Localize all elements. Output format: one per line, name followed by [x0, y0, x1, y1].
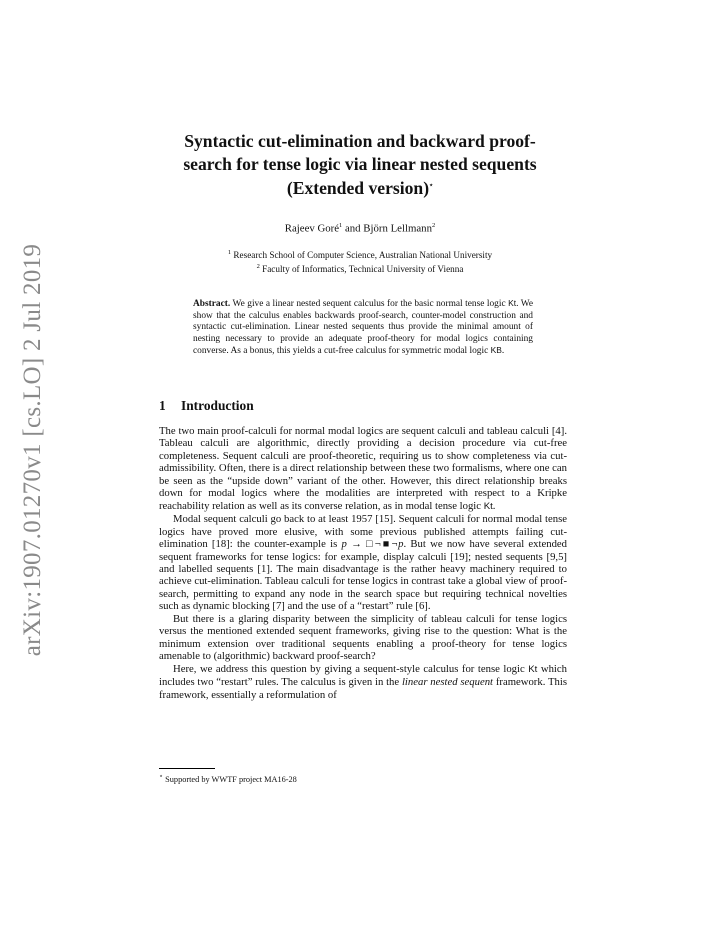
- footnote-mark: ⋆: [159, 773, 164, 780]
- abstract-text-1: We give a linear nested sequent calculus for the basic normal tense logic: [230, 299, 509, 309]
- title-text: Syntactic cut-elimination and backward proof-search for tense logic via linear nested sequents (Extended version): [183, 131, 537, 198]
- abstract-label: Abstract.: [193, 299, 231, 309]
- abstract: [193, 298, 533, 358]
- affiliations: [160, 247, 560, 275]
- section-heading: [159, 398, 254, 414]
- footnote-text: Supported by WWTF project MA16-28: [165, 774, 297, 784]
- affiliation-1-text: Research School of Computer Science, Australian National University: [233, 250, 493, 261]
- counter-example-formula: p → □¬■¬p: [341, 538, 404, 551]
- paragraph-4-text-cont: which includes two “restart” rules. The calculus is given in the: [159, 662, 567, 689]
- abstract-logic-kt: Kt: [508, 298, 517, 308]
- abstract-logic-kb: KB: [490, 345, 502, 355]
- author-conjunction: and: [342, 222, 364, 235]
- paragraph-1-logic-kt: Kt: [483, 500, 493, 512]
- arxiv-id-text: arXiv:1907.01270v1 [cs.LO] 2 Jul 2019: [19, 243, 47, 657]
- footnote: [159, 772, 297, 784]
- body-text: [159, 425, 567, 701]
- paragraph-4-logic-kt: Kt: [528, 663, 538, 675]
- paragraph-1: [159, 425, 567, 513]
- paragraph-4-emphasis: linear nested sequent: [401, 676, 494, 689]
- author-line: [160, 222, 560, 235]
- paragraph-2-text-cont: . But we now have several extended sequent frameworks for tense logics: for example, display calculi [19]; nested sequents [9,5] and labelled sequents [1]. The main disadvantage is the rather heavy machinery required to achieve cut-elimination. Tableau calculi for tense logics in contrast take a global view of proof-search, permitting to expand any node in the search space but requiring technical novelties such as dynamic blocking [7] and the use of a “restart” rule [6].: [159, 538, 568, 613]
- paragraph-1-text: The two main proof-calculi for normal modal logics are sequent calculi and tableau calculi [4]. Tableau calculi are algorithmic, directly providing a decision procedure via cut-free completeness. Sequent calculi are proof-theoretic, requiring us to show completeness via cut-admissibility. Often, there is a direct relationship between these two formalisms, where one can be seen as the “upside down” variant of the other. However, this direct relationship breaks down for modal logics where the modalities are interpreted with respect to a Kripke reachability relation as well as its converse relation, as in modal tense logic: [159, 425, 567, 512]
- section-title: Introduction: [181, 398, 254, 413]
- author-gore: Rajeev Goré: [284, 222, 340, 235]
- author-lellmann-affil-mark: 2: [431, 222, 436, 229]
- affiliation-2-mark: 2: [256, 263, 260, 271]
- arxiv-side-stamp: [20, 240, 46, 660]
- author-lellmann: Björn Lellmann: [363, 222, 432, 235]
- section-number: 1: [159, 398, 166, 413]
- affiliation-1: [160, 247, 560, 261]
- paragraph-4-text-end: framework. This framework, essentially a reformulation of: [159, 676, 567, 701]
- paper-title: [160, 130, 560, 199]
- abstract-text-3: .: [501, 346, 505, 356]
- paragraph-2-text: Modal sequent calculi go back to at least 1957 [15]. Sequent calculi for normal modal tense logics have proved more elusive, with some previous published attempts failing cut-elimination [18]: the counter-example is: [159, 513, 567, 551]
- affiliation-2-text: Faculty of Informatics, Technical University of Vienna: [262, 264, 464, 275]
- affiliation-1-mark: 1: [227, 249, 232, 256]
- paragraph-4: [159, 663, 567, 701]
- title-footnote-mark: ⋆: [429, 182, 434, 189]
- author-gore-affil-mark: 1: [339, 222, 343, 229]
- footnote-rule: [159, 768, 215, 769]
- paragraph-4-text: Here, we address this question by giving a sequent-style calculus for tense logic: [173, 662, 529, 675]
- paragraph-2: [159, 513, 567, 613]
- paragraph-1-end: .: [492, 499, 496, 512]
- paragraph-3: But there is a glaring disparity between the simplicity of tableau calculi for tense logics versus the mentioned extended sequent frameworks, giving rise to the question: What is the minimum extension over traditional sequents enabling a proof-theory for tense logics amenable to (algorithmic) backward proof-search?: [159, 612, 567, 663]
- abstract-text-2: . We show that the calculus enables backwards proof-search, counter-model construction and syntactic cut-elimination. Linear nested sequents thus provide the minimal amount of nesting necessary to provide an adequate proof-theory for modal logics containing converse. As a bonus, this yields a cut-free calculus for symmetric modal logic: [193, 299, 533, 356]
- affiliation-2: [160, 261, 560, 275]
